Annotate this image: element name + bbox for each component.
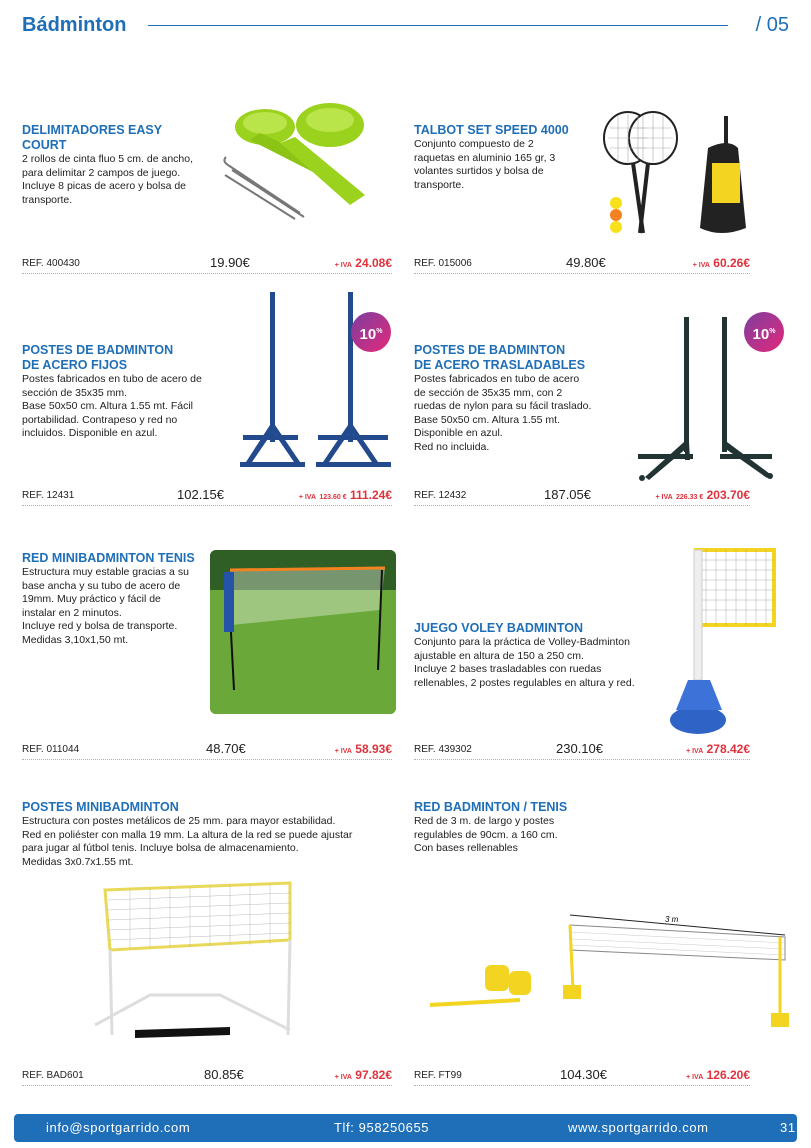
volley-set-image bbox=[666, 545, 776, 740]
price-row bbox=[22, 1067, 392, 1086]
product-postes-trasladables bbox=[414, 343, 624, 454]
page-title: Bádminton bbox=[22, 14, 127, 36]
product-description: Conjunto para la práctica de Volley-Badminton ajustable en altura de 150 a 250 cm. Incluye 2 bases trasladables con ruedas rellenables, 2 postes regulables en altura y red. bbox=[414, 636, 635, 689]
product-title: POSTES DE BADMINTON DE ACERO FIJOS bbox=[22, 343, 174, 372]
price-row bbox=[414, 741, 750, 760]
price-with-vat: + IVA 123.60 € 111.24€ bbox=[298, 488, 392, 502]
product-talbot-set bbox=[414, 123, 594, 192]
price: 19.90€ bbox=[210, 255, 250, 270]
product-title: TALBOT SET SPEED 4000 bbox=[414, 123, 569, 137]
product-description: Postes fabricados en tubo de acero de sección de 35x35 mm, con 2 ruedas de nylon para su fácil traslado. Base 50x50 cm. Altura 1.55 mt. Disponible en azul. Red no incluida. bbox=[414, 373, 592, 453]
price-with-vat: + IVA 278.42€ bbox=[686, 742, 750, 756]
price: 102.15€ bbox=[177, 487, 224, 502]
price-row bbox=[414, 487, 750, 506]
price: 230.10€ bbox=[556, 741, 603, 756]
price-with-vat: + IVA 58.93€ bbox=[334, 742, 392, 756]
price-row bbox=[414, 1067, 750, 1086]
price-with-vat: + IVA 60.26€ bbox=[692, 256, 750, 270]
dimension-label: 3 m bbox=[665, 915, 679, 924]
price-row bbox=[414, 255, 750, 274]
footer-email[interactable]: info@sportgarrido.com bbox=[46, 1120, 191, 1135]
product-description: Red de 3 m. de largo y postes regulables de 90cm. a 160 cm. Con bases rellenables bbox=[414, 815, 558, 854]
reference: REF. 12431 bbox=[22, 490, 75, 501]
product-easy-court bbox=[22, 123, 222, 207]
discount-badge: 10% bbox=[351, 312, 391, 352]
product-postes-fijos bbox=[22, 343, 232, 441]
price-row bbox=[22, 255, 392, 274]
header-divider bbox=[148, 25, 728, 26]
product-title: RED MINIBADMINTON TENIS bbox=[22, 551, 195, 565]
product-red-badminton-tenis bbox=[414, 800, 614, 856]
badminton-net-image bbox=[425, 905, 795, 1035]
product-description: 2 rollos de cinta fluo 5 cm. de ancho, para delimitar 2 campos de juego. Incluye 8 picas de acero y bolsa de transporte. bbox=[22, 153, 194, 206]
product-description: Conjunto compuesto de 2 raquetas en aluminio 165 gr, 3 volantes surtidos y bolsa de transporte. bbox=[414, 138, 556, 191]
reference: REF. 015006 bbox=[414, 258, 472, 269]
footer-website[interactable]: www.sportgarrido.com bbox=[568, 1120, 709, 1135]
product-juego-voley bbox=[414, 621, 654, 690]
footer-phone: Tlf: 958250655 bbox=[334, 1120, 430, 1135]
product-description: Postes fabricados en tubo de acero de sección de 35x35 mm. Base 50x50 cm. Altura 1.55 mt. Fácil portabilidad. Contrapeso y red no incluidos. Disponible en azul. bbox=[22, 373, 202, 439]
reference: REF. 400430 bbox=[22, 258, 80, 269]
price-with-vat: + IVA 24.08€ bbox=[334, 256, 392, 270]
price: 187.05€ bbox=[544, 487, 591, 502]
product-title: RED BADMINTON / TENIS bbox=[414, 800, 568, 814]
price: 104.30€ bbox=[560, 1067, 607, 1082]
reference: REF. 12432 bbox=[414, 490, 467, 501]
price: 49.80€ bbox=[566, 255, 606, 270]
footer-bar bbox=[14, 1114, 797, 1142]
product-title: POSTES DE BADMINTON DE ACERO TRASLADABLES bbox=[414, 343, 586, 372]
price-row bbox=[22, 741, 392, 760]
product-red-minibadminton bbox=[22, 551, 207, 647]
product-title: DELIMITADORES EASY COURT bbox=[22, 123, 163, 152]
product-description: Estructura muy estable gracias a su base ancha y su tubo de acero de 19mm. Muy práctico y fácil de instalar en 2 minutos. Incluye red y bolsa de transporte. Medidas 3,10x1,50 mt. bbox=[22, 566, 189, 646]
price-row bbox=[22, 487, 392, 506]
product-postes-minibadminton bbox=[22, 800, 392, 869]
price: 80.85€ bbox=[204, 1067, 244, 1082]
section-number: / 05 bbox=[755, 14, 789, 36]
price-with-vat: + IVA 126.20€ bbox=[686, 1068, 750, 1082]
price-with-vat: + IVA 226.33 € 203.70€ bbox=[655, 488, 750, 502]
discount-badge: 10% bbox=[744, 312, 784, 352]
product-description: Estructura con postes metálicos de 25 mm. para mayor estabilidad. Red en poliéster con malla 19 mm. La altura de la red se puede ajustar para jugar al fútbol tenis. Incluye bolsa de almacenamiento. Medidas 3x0.7x1.55 mt. bbox=[22, 815, 353, 868]
price-with-vat: + IVA 97.82€ bbox=[334, 1068, 392, 1082]
racket-set-image bbox=[598, 108, 768, 248]
product-title: POSTES MINIBADMINTON bbox=[22, 800, 179, 814]
reference: REF. BAD601 bbox=[22, 1070, 84, 1081]
minibadminton-photo bbox=[210, 550, 396, 714]
reference: REF. FT99 bbox=[414, 1070, 462, 1081]
mini-posts-image bbox=[90, 875, 310, 1050]
court-tape-image bbox=[220, 95, 380, 220]
reference: REF. 439302 bbox=[414, 744, 472, 755]
page-number: 31 bbox=[780, 1120, 796, 1135]
product-title: JUEGO VOLEY BADMINTON bbox=[414, 621, 584, 635]
reference: REF. 011044 bbox=[22, 744, 80, 755]
price: 48.70€ bbox=[206, 741, 246, 756]
